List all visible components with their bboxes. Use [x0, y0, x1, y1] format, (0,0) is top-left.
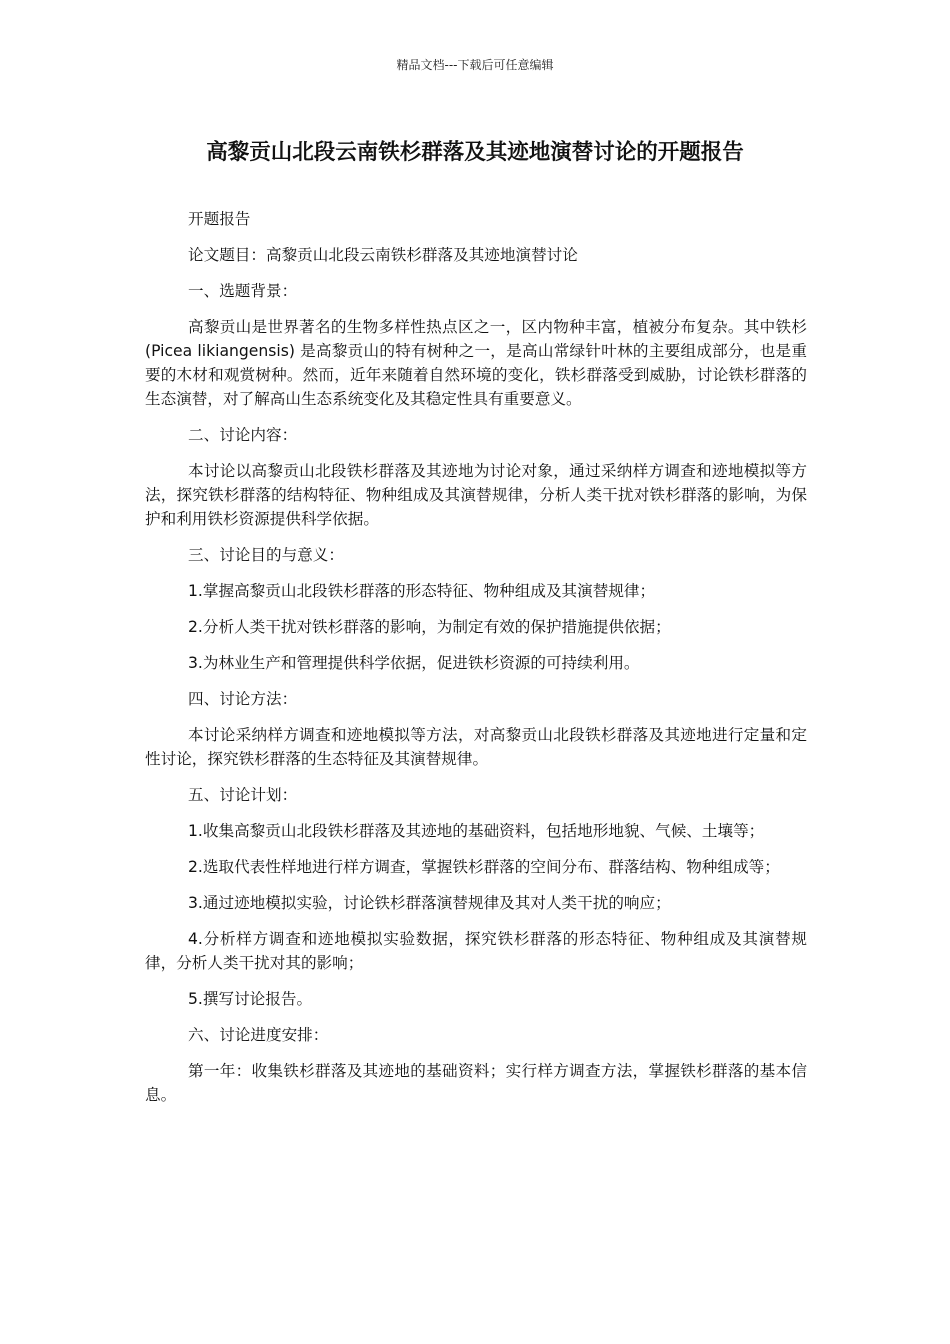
section-heading-plan: 五、讨论计划： — [188, 786, 298, 804]
list-item-purpose-1: 1.掌握高黎贡山北段铁杉群落的形态特征、物种组成及其演替规律； — [188, 582, 656, 600]
document-body — [145, 207, 807, 1119]
list-item-plan-3: 3.通过迹地模拟实验，讨论铁杉群落演替规律及其对人类干扰的响应； — [188, 894, 671, 912]
paragraph-method: 本讨论采纳样方调查和迹地模拟等方法，对高黎贡山北段铁杉群落及其迹地进行定量和定性讨论，探究铁杉群落的生态特征及其演替规律。 — [145, 726, 807, 768]
section-heading-background: 一、选题背景： — [188, 282, 298, 300]
paragraph-thesis-title: 论文题目：高黎贡山北段云南铁杉群落及其迹地演替讨论 — [188, 246, 578, 264]
paragraph-content: 本讨论以高黎贡山北段铁杉群落及其迹地为讨论对象，通过采纳样方调查和迹地模拟等方法，探究铁杉群落的结构特征、物种组成及其演替规律，分析人类干扰对铁杉群落的影响，为保护和利用铁杉资源提供科学依据。 — [145, 462, 807, 528]
section-heading-method: 四、讨论方法： — [188, 690, 298, 708]
section-heading-content: 二、讨论内容： — [188, 426, 298, 444]
document-title: 高黎贡山北段云南铁杉群落及其迹地演替讨论的开题报告 — [206, 140, 744, 165]
paragraph-schedule-year-1: 第一年：收集铁杉群落及其迹地的基础资料；实行样方调查方法，掌握铁杉群落的基本信息。 — [145, 1062, 807, 1104]
section-heading-schedule: 六、讨论进度安排： — [188, 1026, 329, 1044]
paragraph-report-label: 开题报告 — [188, 210, 251, 228]
list-item-plan-2: 2.选取代表性样地进行样方调查，掌握铁杉群落的空间分布、群落结构、物种组成等； — [188, 858, 780, 876]
list-item-plan-5: 5.撰写讨论报告。 — [188, 990, 313, 1008]
list-item-plan-4: 4.分析样方调查和迹地模拟实验数据，探究铁杉群落的形态特征、物种组成及其演替规律，分析人类干扰对其的影响； — [145, 930, 807, 972]
paragraph-background: 高黎贡山是世界著名的生物多样性热点区之一，区内物种丰富，植被分布复杂。其中铁杉 (Picea likiangensis) 是高黎贡山的特有树种之一，是高山常绿针叶林的主要组成部分，也是重要的木材和观赏树种。然而，近年来随着自然环境的变化，铁杉群落受到威胁，讨论铁杉群落的生态演替，对了解高山生态系统变化及其稳定性具有重要意义。 — [145, 318, 807, 408]
page-header-text: 精品文档---下载后可任意编辑 — [396, 58, 554, 72]
section-heading-purpose: 三、讨论目的与意义： — [188, 546, 344, 564]
list-item-purpose-2: 2.分析人类干扰对铁杉群落的影响，为制定有效的保护措施提供依据； — [188, 618, 671, 636]
list-item-purpose-3: 3.为林业生产和管理提供科学依据，促进铁杉资源的可持续利用。 — [188, 654, 640, 672]
list-item-plan-1: 1.收集高黎贡山北段铁杉群落及其迹地的基础资料，包括地形地貌、气候、土壤等； — [188, 822, 765, 840]
